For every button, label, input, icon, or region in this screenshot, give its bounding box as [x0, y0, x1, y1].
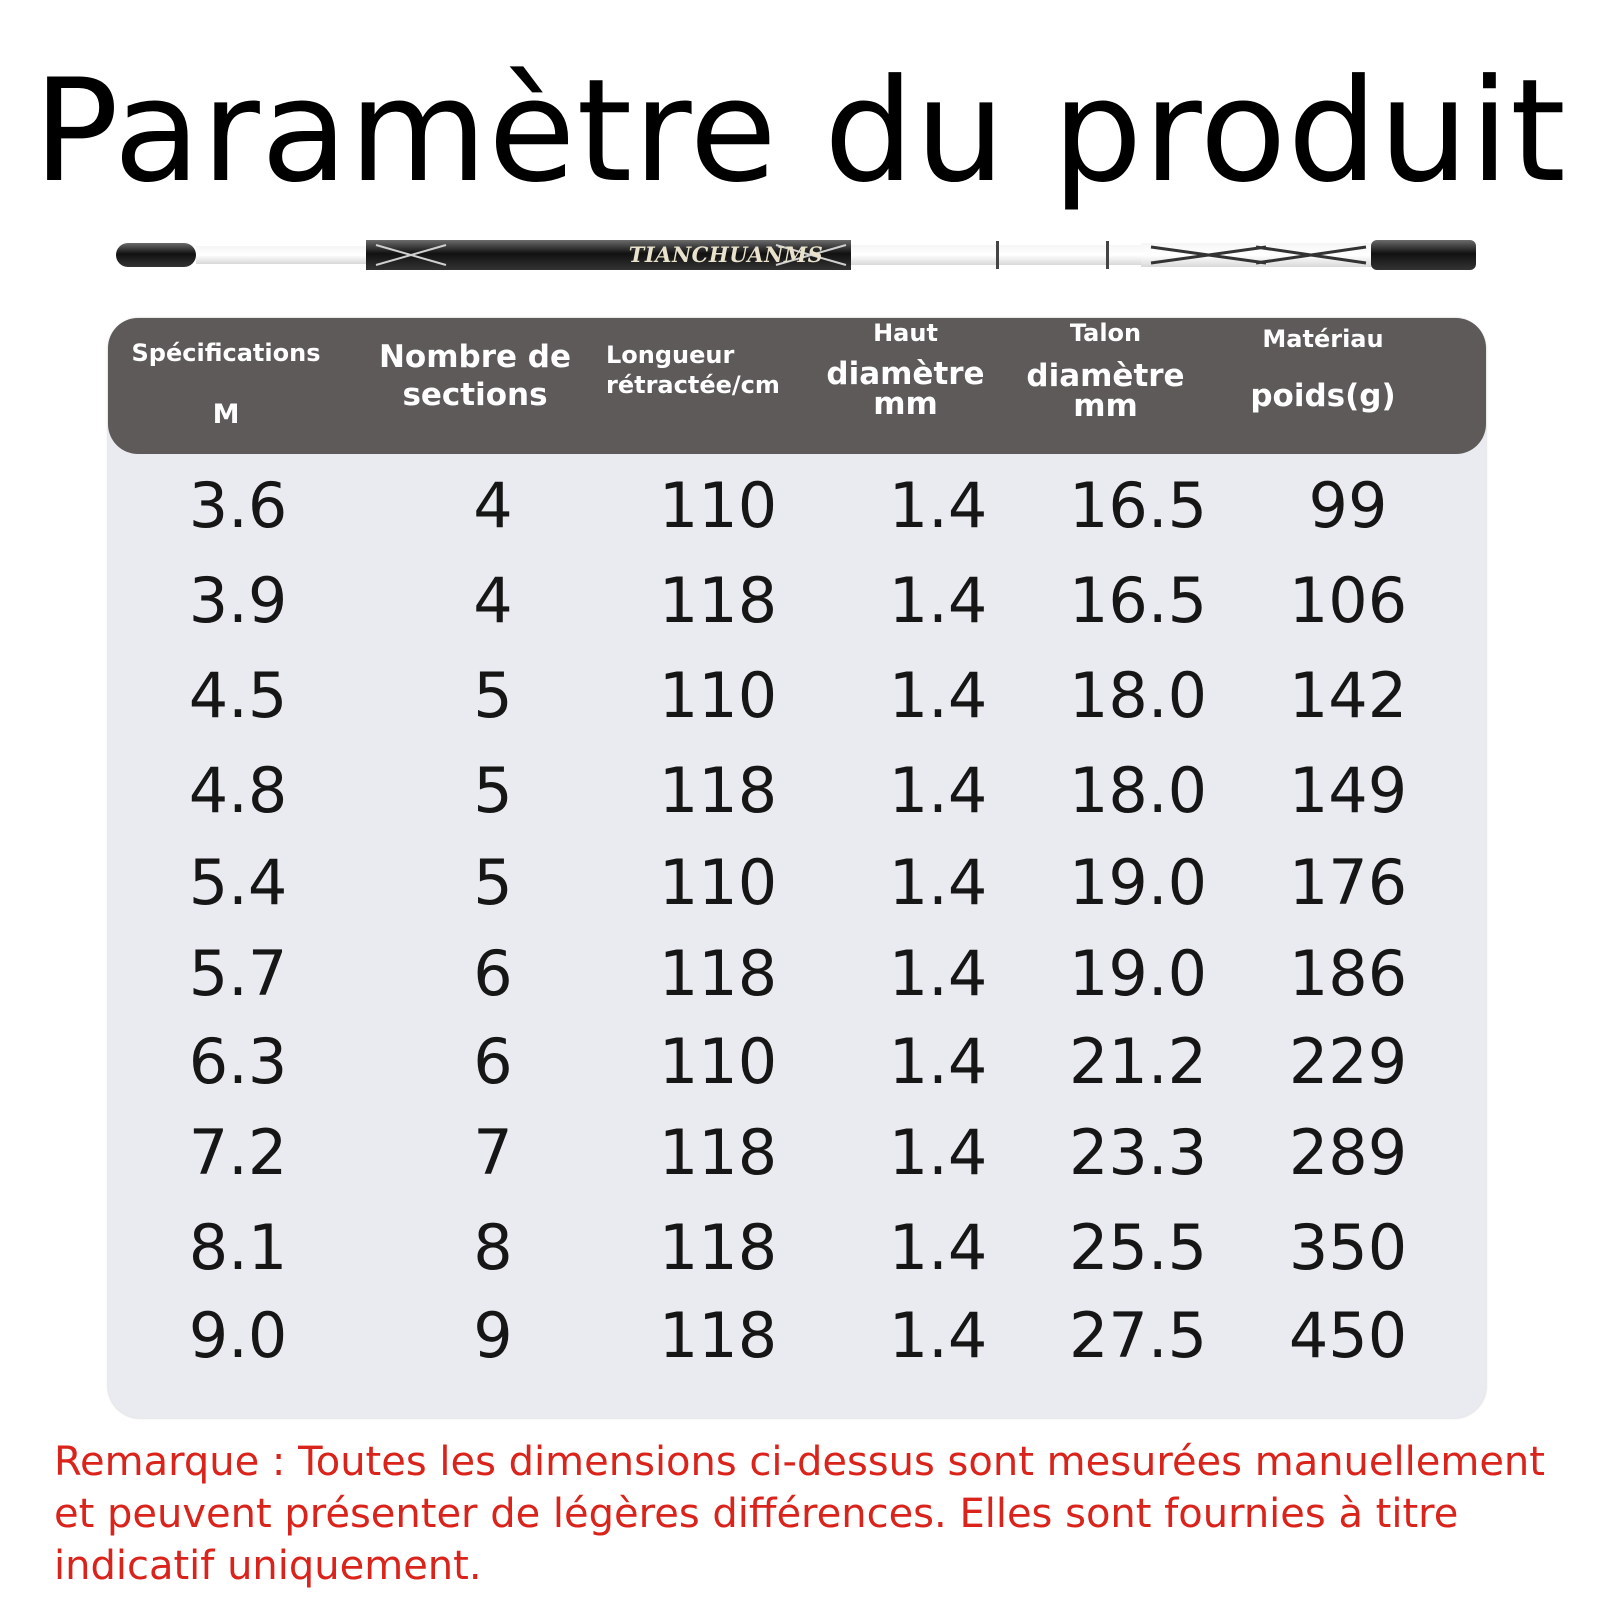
cell-top-diameter: 1.4 [888, 1211, 988, 1284]
table-row [108, 843, 1486, 923]
cell-top-diameter: 1.4 [888, 846, 988, 919]
cell-butt-diameter: 16.5 [1068, 564, 1208, 637]
cell-top-diameter: 1.4 [888, 564, 988, 637]
cell-spec: 4.8 [188, 754, 288, 827]
cell-top-diameter: 1.4 [888, 937, 988, 1010]
cell-spec: 7.2 [188, 1116, 288, 1189]
cell-length: 118 [658, 1211, 778, 1284]
table-header [108, 318, 1486, 454]
fishing-rod-image [116, 237, 1486, 273]
cell-top-diameter: 1.4 [888, 1299, 988, 1372]
header-length-line1: Longueur [606, 341, 735, 369]
cell-spec: 8.1 [188, 1211, 288, 1284]
cell-spec: 6.3 [188, 1025, 288, 1098]
cell-length: 110 [658, 469, 778, 542]
cell-sections: 9 [473, 1299, 513, 1372]
cell-spec: 5.7 [188, 937, 288, 1010]
table-row [108, 751, 1486, 831]
cell-butt-diameter: 21.2 [1068, 1025, 1208, 1098]
table-row [108, 1113, 1486, 1193]
cell-top-diameter: 1.4 [888, 1025, 988, 1098]
cell-butt-diameter: 27.5 [1068, 1299, 1208, 1372]
table-row [108, 1208, 1486, 1288]
cell-top-diameter: 1.4 [888, 754, 988, 827]
cell-length: 110 [658, 846, 778, 919]
cell-length: 118 [658, 1299, 778, 1372]
header-butt-diameter [1018, 318, 1193, 424]
header-length [596, 340, 806, 400]
disclaimer-note: Remarque : Toutes les dimensions ci-dessus sont mesurées manuellement et peuvent présenter de légères différences. Elles sont fournies à titre indicatif uniquement. [54, 1439, 1545, 1589]
cell-length: 118 [658, 937, 778, 1010]
table-row [108, 1022, 1486, 1102]
cell-weight: 186 [1288, 937, 1408, 1010]
page-title: Paramètre du produit [33, 49, 1567, 214]
cell-butt-diameter: 19.0 [1068, 937, 1208, 1010]
cell-top-diameter: 1.4 [888, 469, 988, 542]
cell-spec: 4.5 [188, 659, 288, 732]
cell-butt-diameter: 18.0 [1068, 754, 1208, 827]
cell-butt-diameter: 23.3 [1068, 1116, 1208, 1189]
table-row [108, 1296, 1486, 1376]
cell-length: 118 [658, 1116, 778, 1189]
cell-weight: 229 [1288, 1025, 1408, 1098]
cell-weight: 450 [1288, 1299, 1408, 1372]
cell-weight: 142 [1288, 659, 1408, 732]
table-row [108, 934, 1486, 1014]
header-length-line2: rétractée/cm [606, 371, 780, 399]
specs-table [108, 318, 1486, 1418]
cell-spec: 5.4 [188, 846, 288, 919]
cell-length: 110 [658, 659, 778, 732]
header-sections-line1: Nombre de [378, 339, 572, 375]
cell-weight: 176 [1288, 846, 1408, 919]
table-row [108, 561, 1486, 641]
header-butt-line3: mm [1073, 388, 1138, 424]
cell-sections: 6 [473, 1025, 513, 1098]
header-spec-line1: Spécifications [131, 339, 321, 367]
cell-butt-diameter: 25.5 [1068, 1211, 1208, 1284]
header-weight-line1: Matériau [1262, 325, 1384, 353]
cell-sections: 4 [473, 564, 513, 637]
header-top-diameter [818, 318, 993, 422]
cell-weight: 149 [1288, 754, 1408, 827]
cell-butt-diameter: 19.0 [1068, 846, 1208, 919]
cell-butt-diameter: 16.5 [1068, 469, 1208, 542]
cell-sections: 5 [473, 846, 513, 919]
cell-sections: 4 [473, 469, 513, 542]
cell-length: 118 [658, 564, 778, 637]
cell-length: 118 [658, 754, 778, 827]
cell-weight: 289 [1288, 1116, 1408, 1189]
cell-length: 110 [658, 1025, 778, 1098]
cell-sections: 8 [473, 1211, 513, 1284]
cell-butt-diameter: 18.0 [1068, 659, 1208, 732]
cell-weight: 350 [1288, 1211, 1408, 1284]
header-weight-line2: poids(g) [1250, 378, 1396, 414]
cell-top-diameter: 1.4 [888, 659, 988, 732]
cell-sections: 5 [473, 659, 513, 732]
cell-weight: 99 [1308, 469, 1388, 542]
header-butt-line2: diamètre [1026, 358, 1185, 394]
table-row [108, 656, 1486, 736]
header-top-line3: mm [873, 386, 938, 422]
cell-sections: 7 [473, 1116, 513, 1189]
header-weight [1233, 324, 1413, 414]
header-sections [370, 338, 580, 414]
header-sections-line2: sections [402, 377, 548, 413]
table-row [108, 466, 1486, 546]
header-spec-line2: M [212, 399, 240, 430]
header-spec [126, 338, 326, 430]
header-top-line1: Haut [873, 319, 938, 347]
cell-top-diameter: 1.4 [888, 1116, 988, 1189]
rod-brand-label: TIANCHUANMS [628, 242, 824, 267]
cell-weight: 106 [1288, 564, 1408, 637]
cell-spec: 3.9 [188, 564, 288, 637]
header-top-line2: diamètre [826, 356, 985, 392]
cell-spec: 9.0 [188, 1299, 288, 1372]
header-butt-line1: Talon [1069, 319, 1142, 347]
cell-spec: 3.6 [188, 469, 288, 542]
cell-sections: 6 [473, 937, 513, 1010]
cell-sections: 5 [473, 754, 513, 827]
